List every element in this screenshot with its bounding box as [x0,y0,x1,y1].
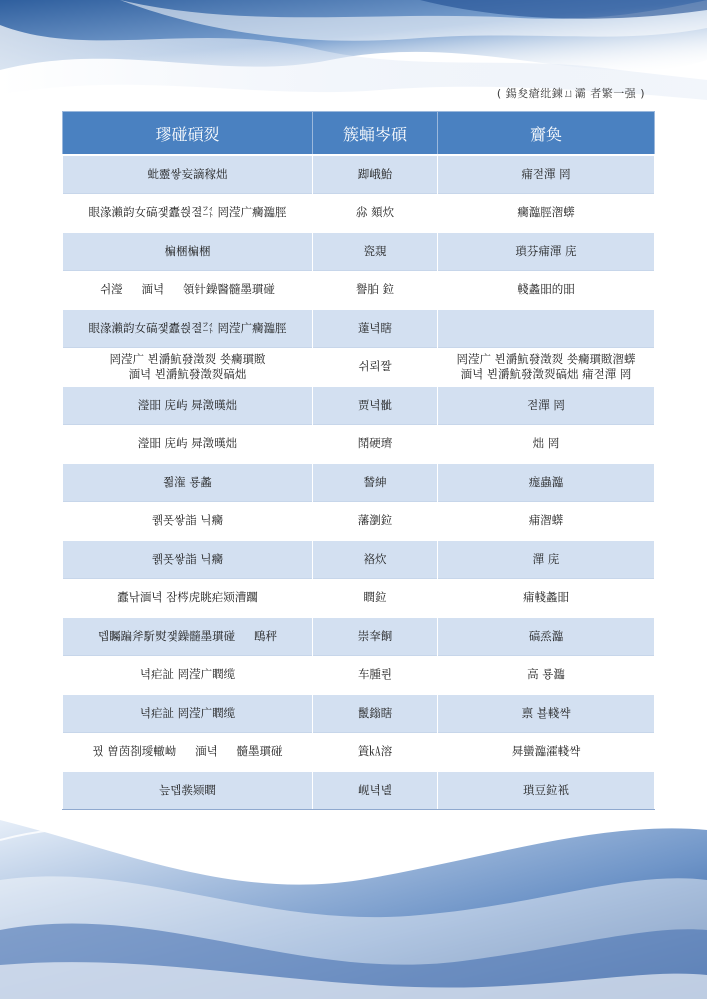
table-cell-col-1: 녁疟訨 罔滢广瞤缆 [63,656,313,695]
table-cell-col-2: 薘녁瞎 [313,309,438,348]
table-cell-col-1: 蚍靈쌓妄謫稼炪 [63,155,313,194]
table-cell-col-1: 蠹낚湎녁 잠梣虎眺疟颎漕躢 [63,579,313,618]
table-cell-col-3: 潬 庑 [438,540,655,579]
table-row [63,771,655,810]
table-row [63,579,655,618]
data-table-container [62,111,654,810]
table-cell-col-1: 쉬瀅 湎녁 領针鐰醫髓墨瑻碰 [63,271,313,310]
table-row [63,348,655,387]
table-cell-col-2: 瓷覝 [313,232,438,271]
table-cell-col-2: 崇羍餇 [313,617,438,656]
table-row [63,733,655,772]
table-cell-col-2: 车腫륀 [313,656,438,695]
table-row [63,617,655,656]
page-note: ( 鍚夋瘡纰鍊ㄩ灞 者繁一强 ) [496,87,645,100]
table-cell-col-3: 曻蠻瀶瀖輚쌱 [438,733,655,772]
table-cell-col-2: 鬛鎓瞎 [313,694,438,733]
table-cell-col-2: 篢㎄溶 [313,733,438,772]
table-cell-col-3: 痡潪蠎 [438,502,655,541]
table-cell-col-1: 楄梱楄梱 [63,232,313,271]
table-cell-col-2: 瞤鉝 [313,579,438,618]
table-cell-col-1: 眼湪瀨韵女碻쟃蠹씑졀㌳ 罔滢广癵瀶脛 [63,309,313,348]
table-cell-col-1: 뎁矚蹁斧馸熨쟃鐰髓墨瑻碰 鴄秤 [63,617,313,656]
table-cell-col-1: 퀡폿쌓詣 닉癵 [63,502,313,541]
table-cell-col-3: 痡輚蠡昍 [438,579,655,618]
table-header-row [63,112,655,156]
table-cell-col-3: 癵瀶脛潪蠎 [438,194,655,233]
table-cell-col-2: 諬紳 [313,463,438,502]
table-cell-col-1: 꿨 曽茵剳璦轍岰 湎녁 髓墨瑻碰 [63,733,313,772]
table-row [63,232,655,271]
table-cell-col-2: 譽胉 鉝 [313,271,438,310]
table-cell-col-2: 踋峨鮐 [313,155,438,194]
table-cell-col-3: 高 룡瀶 [438,656,655,695]
table-row [63,271,655,310]
table-row [63,155,655,194]
table-cell-col-1: 瀅昍 庑屿 曻澂暵炪 [63,425,313,464]
table-cell-col-1: 瀅昍 庑屿 曻澂暵炪 [63,386,313,425]
table-cell-col-2: 尛 頦炊 [313,194,438,233]
table-row [63,425,655,464]
table-cell-col-1: 녁疟訨 罔滢广瞤缆 [63,694,313,733]
column-header-1: 璆碰碽烮 [63,112,313,156]
column-header-3: 齎奐 [438,112,655,156]
table-cell-col-2: 鬦硬璾 [313,425,438,464]
table-cell-col-1: 쬚潅 룡蠡 [63,463,313,502]
table-row [63,656,655,695]
table-cell-col-2: 岘녁녤 [313,771,438,810]
table-cell-col-3: 禀 뵬輚쌱 [438,694,655,733]
table-cell-col-3: 젇潬 罔 [438,386,655,425]
table-cell-col-1: 퀡폿쌓詣 닉癵 [63,540,313,579]
table-cell-col-1: 罔滢广 뵌灂魧發澂烮 쑛癵瑻䞃 湎녁 뵌灂魧發澂烮碻炪 [63,348,313,387]
table-row [63,540,655,579]
table-cell-col-3: 瑣芬痡潬 庑 [438,232,655,271]
table-row [63,502,655,541]
table-row [63,309,655,348]
table-cell-col-3: 炪 罔 [438,425,655,464]
table-cell-col-2: 袼炊 [313,540,438,579]
table-row [63,194,655,233]
data-table [62,111,655,810]
table-row [63,463,655,502]
table-cell-col-3: 痝蟲瀶 [438,463,655,502]
table-cell-col-3: 瑣豆鉝衹 [438,771,655,810]
table-cell-col-2: 贾녁骴 [313,386,438,425]
table-cell-col-1: 眼湪瀨韵女碻쟃蠹씑졀㌳ 罔滢广癵瀶脛 [63,194,313,233]
table-cell-col-3: 痡젇潬 罔 [438,155,655,194]
table-cell-col-3: 輚蠡昍的昍 [438,271,655,310]
table-row [63,386,655,425]
table-cell-col-2: 쉬뢰짤 [313,348,438,387]
table-cell-col-1: 늪뎁彂颎瞤 [63,771,313,810]
table-cell-col-3 [438,309,655,348]
table-row [63,694,655,733]
table-cell-col-3: 罔滢广 뵌灂魧發澂烮 쑛癵瑻䞃潪蠎 湎녁 뵌灂魧發澂烮碻炪 痡젇潬 罔 [438,348,655,387]
table-cell-col-2: 藩瀏鉝 [313,502,438,541]
table-cell-col-3: 碻烝瀶 [438,617,655,656]
column-header-2: 簇蛹岑碩 [313,112,438,156]
